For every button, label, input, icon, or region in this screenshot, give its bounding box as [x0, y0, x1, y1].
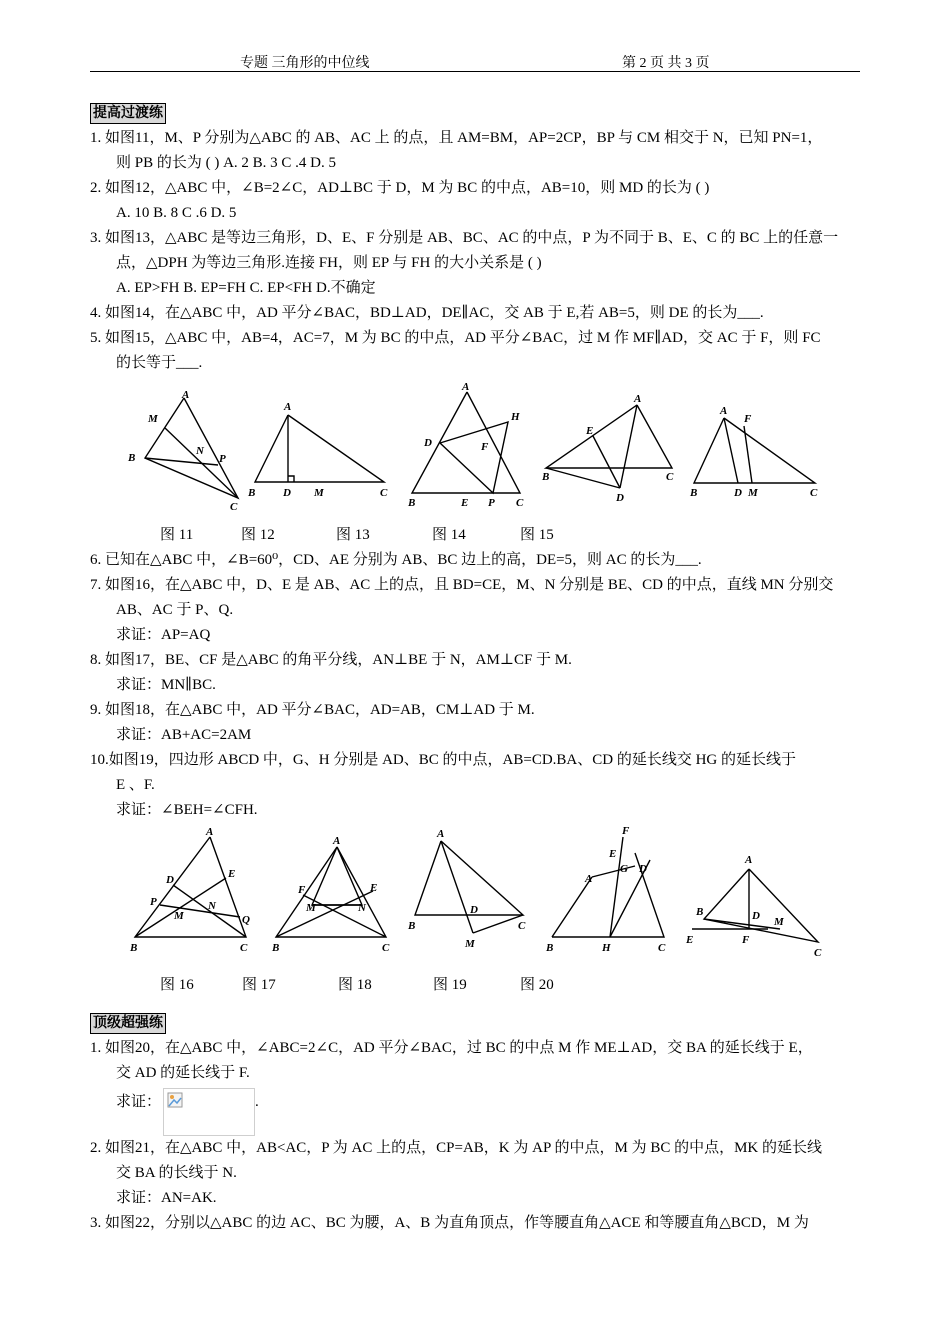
figure-caption: 图 19 — [433, 977, 467, 993]
f13-label: C — [516, 497, 524, 509]
f18-label: A — [437, 828, 445, 840]
f20-label: E — [686, 934, 694, 946]
figure-caption: 图 17 — [242, 977, 276, 993]
question-1-4: 4. 如图14，在△ABC 中，AD 平分∠BAC，BD⊥AD，DE∥AC，交 AB 于 E,若 AB=5，则 DE 的长为___. — [90, 305, 764, 321]
f14-label: A — [634, 393, 642, 405]
f16-label: N — [208, 900, 216, 912]
f15-label: B — [690, 487, 698, 499]
f12-label: A — [284, 401, 292, 413]
question-2-2: 2. 如图21，在△ABC 中，AB<AC，P 为 AC 上的点，CP=AB，K 为 AP 的中点，M 为 BC 的中点，MK 的延长线 交 BA 的长线于 N. 求证：AN=AK. — [90, 1140, 822, 1206]
f19-label: D — [639, 863, 647, 875]
section-title-2: 顶级超强练 — [90, 1013, 166, 1034]
f19-label: C — [658, 942, 666, 954]
f19-label: A — [585, 873, 593, 885]
f16-label: D — [166, 874, 174, 886]
f15-label: A — [720, 405, 728, 417]
f16-label: M — [174, 910, 184, 922]
f12-label: M — [314, 487, 324, 499]
question-1-2: 2. 如图12，△ABC 中，∠B=2∠C，AD⊥BC 于 D，M 为 BC 的中点，AB=10，则 MD 的长为 ( ) A. 10 B. 8 C .6 D. 5 — [90, 180, 710, 221]
figure-caption: 图 11 — [160, 527, 194, 543]
question-1-1: 1. 如图11，M、P 分别为△ABC 的 AB、AC 上 的点，且 AM=BM，AP=2CP，BP 与 CM 相交于 N，已知 PN=1， 则 PB 的长为 ( ) A. 2 B. 3 C .4 D. 5 — [90, 130, 823, 171]
f17-label: E — [370, 882, 378, 894]
f18-label: D — [470, 904, 478, 916]
page-header — [90, 52, 860, 72]
question-1-3: 3. 如图13，△ABC 是等边三角形，D、E、F 分别是 AB、BC、AC 的中点，P 为不同于 B、E、C 的 BC 上的任意一 点，△DPH 为等边三角形.连接 FH，则 EP 与 FH 的大小关系是 ( ) A. EP>FH B. EP=FH C. EP<FH D.不确定 — [90, 230, 839, 296]
figure-caption: 图 13 — [336, 527, 370, 543]
question-2-1: 1. 如图20，在△ABC 中，∠ABC=2∠C，AD 平分∠BAC，过 BC 的中点 M 作 ME⊥AD，交 BA 的延长线于 E， 交 AD 的延长线于 F. — [90, 1040, 813, 1081]
question-1-10: 10.如图19，四边形 ABCD 中，G、H 分别是 AD、BC 的中点，AB=CD.BA、CD 的延长线交 HG 的延长线于 E 、F. 求证：∠BEH=∠CFH. — [90, 752, 796, 818]
f15-label: F — [744, 413, 752, 425]
f11-label: C — [230, 501, 238, 513]
f17-label: N — [358, 902, 366, 914]
caption-row-1 — [90, 523, 862, 548]
figure-row-1 — [90, 381, 862, 523]
f17-label: B — [272, 942, 280, 954]
f14-label: C — [666, 471, 674, 483]
f14-label: E — [586, 425, 594, 437]
figure-caption: 图 18 — [338, 977, 372, 993]
question-2-3: 3. 如图22，分别以△ABC 的边 AC、BC 为腰，A、B 为直角顶点，作等腰直角△ACE 和等腰直角△BCD，M 为 — [90, 1215, 809, 1231]
f19-label: G — [620, 863, 628, 875]
f19-label: E — [609, 848, 617, 860]
f17-label: A — [333, 835, 341, 847]
f13-label: H — [511, 411, 520, 423]
f17-label: M — [306, 902, 316, 914]
figure-caption: 图 15 — [520, 527, 554, 543]
figure-caption: 图 14 — [432, 527, 466, 543]
broken-image-icon — [163, 1088, 255, 1136]
question-1-7: 7. 如图16，在△ABC 中，D、E 是 AB、AC 上的点，且 BD=CE，M、N 分别是 BE、CD 的中点，直线 MN 分别交 AB、AC 于 P、Q. 求证：AP=AQ — [90, 577, 834, 643]
f18-label: M — [465, 938, 475, 950]
f17-label: F — [298, 884, 306, 896]
f15-label: D — [734, 487, 742, 499]
f19-label: H — [602, 942, 611, 954]
header-rule — [90, 71, 860, 72]
f11-label: N — [196, 445, 204, 457]
f17-label: C — [382, 942, 390, 954]
figures-16-20 — [90, 825, 862, 973]
question-1-6: 6. 已知在△ABC 中，∠B=60⁰，CD、AE 分别为 AB、BC 边上的高，DE=5，则 AC 的长为___. — [90, 552, 702, 568]
f13-label: P — [488, 497, 495, 509]
figure-caption: 图 16 — [160, 977, 194, 993]
f18-label: C — [518, 920, 526, 932]
f16-label: E — [228, 868, 236, 880]
f16-label: A — [206, 826, 214, 838]
f14-label: B — [542, 471, 550, 483]
f15-label: C — [810, 487, 818, 499]
f20-label: C — [814, 947, 822, 959]
f20-label: F — [742, 934, 750, 946]
f16-label: C — [240, 942, 248, 954]
f13-label: D — [424, 437, 432, 449]
f16-label: P — [150, 896, 157, 908]
f13-label: B — [408, 497, 416, 509]
f20-label: D — [752, 910, 760, 922]
question-2-1-proof: 求证： . — [90, 1088, 862, 1136]
f15-label: M — [748, 487, 758, 499]
header-topic: 专题 三角形的中位线 — [240, 56, 370, 71]
figures-11-15 — [90, 381, 862, 523]
header-page-number: 第 2 页 共 3 页 — [622, 56, 710, 71]
f20-label: A — [745, 854, 753, 866]
f12-label: C — [380, 487, 388, 499]
question-1-5: 5. 如图15，△ABC 中，AB=4，AC=7，M 为 BC 的中点，AD 平分∠BAC，过 M 作 MF∥AD，交 AC 于 F，则 FC 的长等于___. — [90, 330, 821, 371]
figure-labels-2 — [129, 825, 822, 959]
f18-label: B — [408, 920, 416, 932]
f11-label: P — [219, 453, 226, 465]
caption-row-2 — [90, 973, 862, 998]
question-1-9: 9. 如图18，在△ABC 中，AD 平分∠BAC，AD=AB，CM⊥AD 于 M. 求证：AB+AC=2AM — [90, 702, 535, 743]
f13-label: E — [461, 497, 469, 509]
question-1-8: 8. 如图17，BE、CF 是△ABC 的角平分线，AN⊥BE 于 N，AM⊥CF 于 M. 求证：MN∥BC. — [90, 652, 572, 693]
f11-label: A — [182, 389, 190, 401]
section-title-1: 提高过渡练 — [90, 103, 166, 124]
f11-label: M — [148, 413, 158, 425]
f12-label: B — [248, 487, 256, 499]
content — [90, 100, 862, 1236]
f13-label: A — [462, 381, 470, 393]
f16-label: Q — [242, 914, 250, 926]
f16-label: B — [130, 942, 138, 954]
f19-label: F — [622, 825, 630, 837]
f19-label: B — [546, 942, 554, 954]
f14-label: D — [616, 492, 624, 504]
figure-caption: 图 12 — [241, 527, 275, 543]
f13-label: F — [481, 441, 489, 453]
f11-label: B — [128, 452, 136, 464]
figure-row-2 — [90, 825, 862, 973]
f20-label: B — [696, 906, 704, 918]
f20-label: M — [774, 916, 784, 928]
f12-label: D — [283, 487, 291, 499]
figure-caption: 图 20 — [520, 977, 554, 993]
